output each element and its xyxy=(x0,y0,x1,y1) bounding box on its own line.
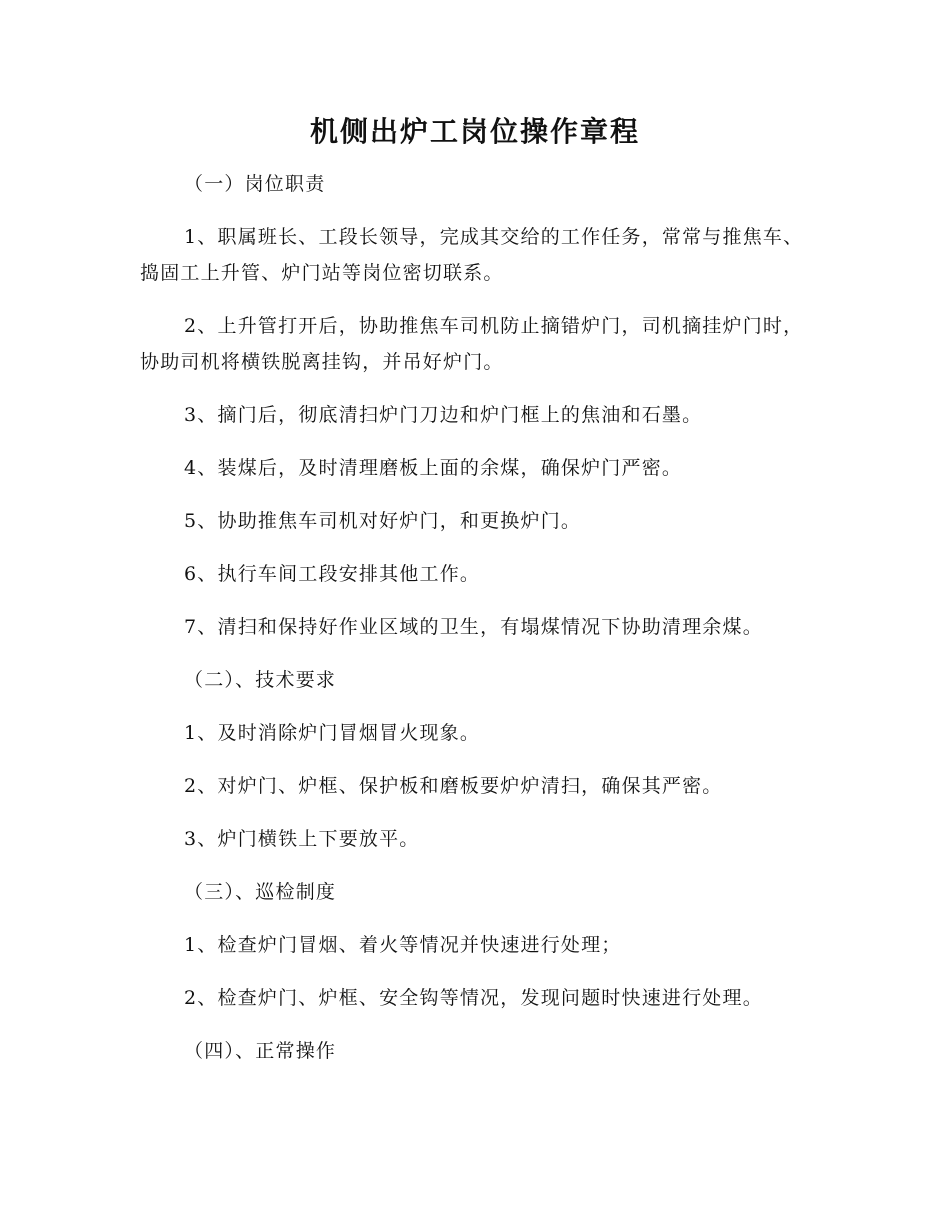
duty-item-4: 4、装煤后，及时清理磨板上面的余煤，确保炉门严密。 xyxy=(184,457,683,479)
section-heading-operation: （四）、正常操作 xyxy=(184,1040,337,1062)
duty-item-6: 6、执行车间工段安排其他工作。 xyxy=(184,563,481,585)
section-heading-inspection: （三）、巡检制度 xyxy=(184,881,337,903)
section-heading-duties: （一）岗位职责 xyxy=(184,173,326,195)
technical-item-3: 3、炉门横铁上下要放平。 xyxy=(184,828,420,850)
document-title: 机侧出炉工岗位操作章程 xyxy=(309,115,640,148)
duty-item-3: 3、摘门后，彻底清扫炉门刀边和炉门框上的焦油和石墨。 xyxy=(184,404,703,426)
duty-item-5: 5、协助推焦车司机对好炉门，和更换炉门。 xyxy=(184,510,582,532)
technical-item-1: 1、及时消除炉门冒烟冒火现象。 xyxy=(184,722,481,744)
duty-item-1: 1、职属班长、工段长领导，完成其交给的工作任务，常常与推焦车、捣固工上升管、炉门站等岗位密切联系。 xyxy=(140,226,804,284)
duty-item-7: 7、清扫和保持好作业区域的卫生，有塌煤情况下协助清理余煤。 xyxy=(184,616,763,638)
inspection-item-2: 2、检查炉门、炉框、安全钩等情况，发现问题时快速进行处理。 xyxy=(184,987,763,1009)
document-body xyxy=(140,166,810,1086)
inspection-item-1: 1、检查炉门冒烟、着火等情况并快速进行处理； xyxy=(184,934,622,956)
technical-item-2: 2、对炉门、炉框、保护板和磨板要炉炉清扫，确保其严密。 xyxy=(184,775,723,797)
section-heading-technical: （二）、技术要求 xyxy=(184,669,337,691)
duty-item-2: 2、上升管打开后，协助推焦车司机防止摘错炉门，司机摘挂炉门时，协助司机将横铁脱离挂钩，并吊好炉门。 xyxy=(140,315,804,373)
